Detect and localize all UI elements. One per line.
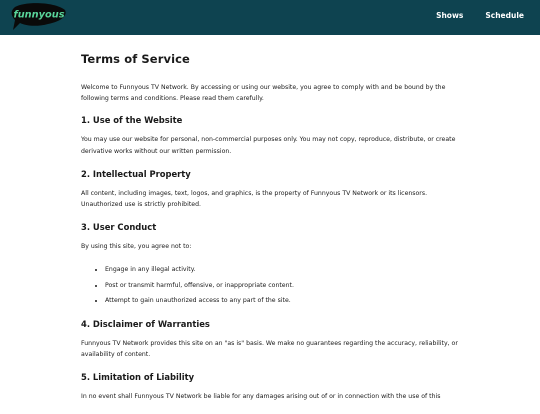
section-heading: 4. Disclaimer of Warranties (81, 318, 210, 329)
section-disclaimer (81, 319, 466, 360)
section-text: By using this site, you agree not to: (81, 243, 192, 251)
section-heading: 5. Limitation of Liability (81, 372, 195, 383)
list-item: • Post or transmit harmful, offensive, or inappropriate content. (105, 280, 466, 291)
section-heading: 2. Intellectual Property (81, 168, 191, 179)
top-navigation-bar (0, 0, 540, 35)
nav-schedule-link[interactable]: Schedule (485, 10, 524, 20)
terms-content (81, 52, 466, 414)
main-nav (436, 0, 524, 30)
section-intellectual-property (81, 169, 466, 210)
funnyous-logo[interactable] (10, 3, 68, 32)
logo-text: funnyous (13, 9, 65, 21)
intro-paragraph: Welcome to Funnyous TV Network. By accessing or using our website, you agree to comply with and be bound by the following terms and conditions. Please read them carefully. (81, 84, 446, 103)
nav-shows-link[interactable]: Shows (436, 10, 464, 20)
list-item: • Attempt to gain unauthorized access to any part of the site. (105, 295, 466, 306)
section-text: You may use our website for personal, non-commercial purposes only. You may not copy, reproduce, distribute, or create derivative works without our written permission. (81, 136, 456, 155)
section-limitation-liability (81, 372, 466, 402)
conduct-list (81, 264, 466, 306)
section-text: All content, including images, text, logos, and graphics, is the property of Funnyous TV Network or its licensors. Unauthorized use is strictly prohibited. (81, 189, 428, 209)
section-use-of-website (81, 115, 466, 156)
page-title: Terms of Service (81, 52, 190, 66)
section-heading: 1. Use of the Website (81, 115, 183, 126)
section-user-conduct (81, 222, 466, 306)
section-text: Funnyous TV Network provides this site on an "as is" basis. We make no guarantees regarding the accuracy, reliability, or availability of content. (81, 339, 458, 358)
section-text: In no event shall Funnyous TV Network be liable for any damages arising out of or in connection with the use of this (81, 393, 441, 401)
section-heading: 3. User Conduct (81, 222, 157, 233)
list-item: • Engage in any illegal activity. (105, 264, 466, 275)
